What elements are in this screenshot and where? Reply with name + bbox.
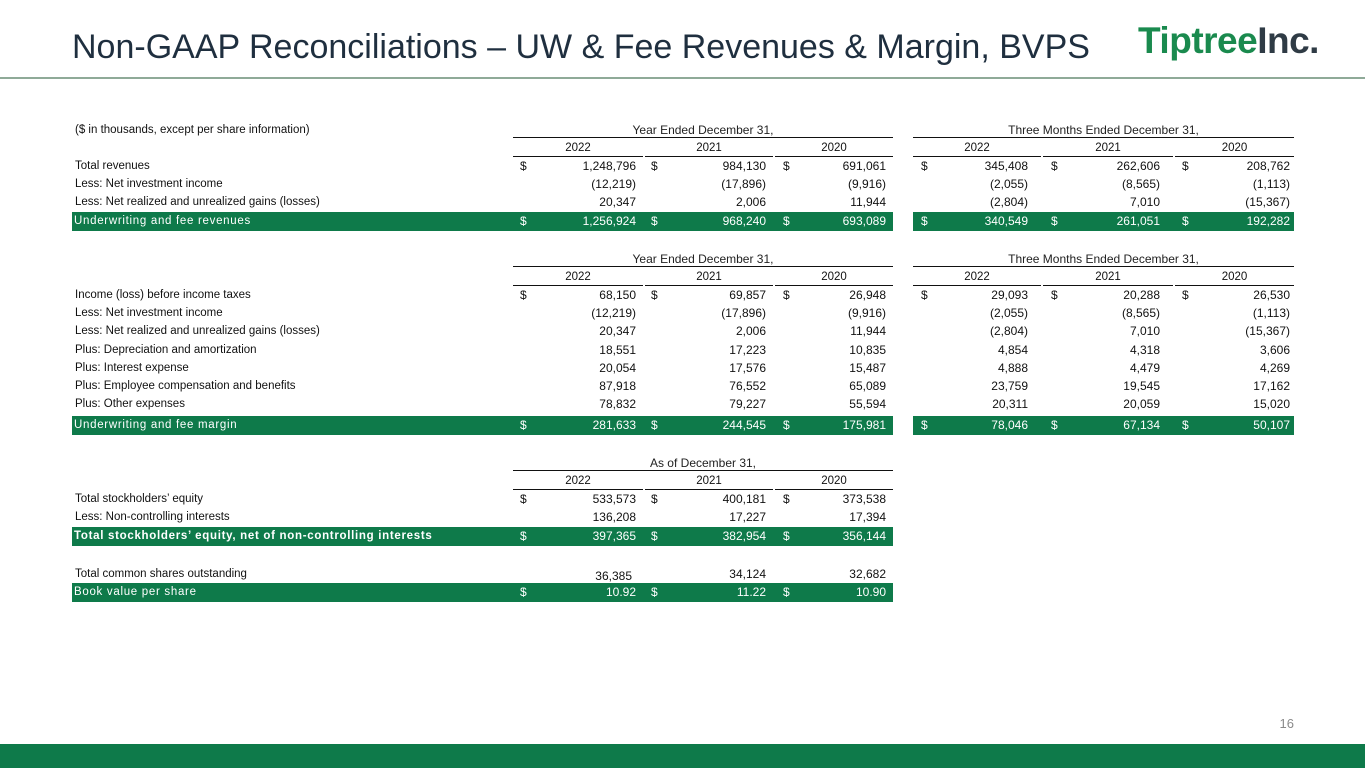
table2-dollar-sign: $: [1051, 288, 1058, 302]
table2-cell: 15,487: [849, 360, 886, 375]
table1-dollar-sign: $: [921, 159, 928, 173]
table2-cell: 68,150: [599, 288, 636, 302]
table1-year-line: [913, 156, 1041, 157]
table2-cell: 23,759: [991, 379, 1028, 393]
table2-cell: 20,347: [599, 324, 636, 339]
table2-cell: 7,010: [1129, 324, 1160, 339]
table1-dollar-sign: $: [1182, 159, 1189, 173]
table3-group-line-a: [513, 470, 893, 471]
table2-row-label: Plus: Employee compensation and benefits: [75, 380, 296, 392]
table1-group-line-b: [913, 137, 1294, 138]
table1-cell: (17,896): [721, 177, 766, 192]
table1-cell: (8,565): [1121, 177, 1160, 192]
table2-cell: 26,530: [1253, 288, 1290, 302]
table1-cell: 2,006: [735, 195, 766, 210]
table3-cell: 533,573: [592, 492, 636, 506]
table3-cell: 17,227: [729, 510, 766, 525]
table1-cell: (12,219): [591, 177, 636, 192]
table2-group-line-b: [913, 266, 1294, 267]
table2-cell: 87,918: [599, 379, 636, 393]
table2-dollar-sign: $: [520, 288, 527, 302]
table1-dollar-sign: $: [520, 159, 527, 173]
table1-cell: 1,248,796: [582, 159, 636, 173]
table3-dollar-sign: $: [520, 492, 527, 506]
table3-row-label: Total stockholders’ equity: [75, 493, 204, 505]
table3-group-header-a: As of December 31,: [649, 456, 757, 470]
table1-cell: (15,367): [1245, 195, 1290, 210]
table1-group-header-b: Three Months Ended December 31,: [1008, 123, 1199, 137]
table2-cell: (17,896): [721, 306, 766, 321]
table1-year-header: 2021: [696, 142, 722, 154]
table2-year-line: [775, 285, 893, 286]
table1-year-line: [1043, 156, 1173, 157]
table1-group-line-a: [513, 137, 893, 138]
table1-dollar-sign: $: [1051, 159, 1058, 173]
equity-net-band-cell: 356,144: [842, 529, 886, 543]
table1-cell: 984,130: [722, 159, 766, 173]
uw-fee-margin-band-dollar-sign: $: [1182, 418, 1189, 432]
uw-fee-margin-band-dollar-sign: $: [651, 418, 658, 432]
uw-fee-revenues-band-cell: 340,549: [984, 214, 1028, 228]
table2-row-label: Income (loss) before income taxes: [75, 289, 251, 301]
table2-year-header: 2022: [964, 271, 990, 283]
page-number: 16: [1279, 716, 1294, 731]
table3-shares-cell: 36,385: [595, 569, 632, 583]
table1-dollar-sign: $: [651, 159, 658, 173]
table2-year-line: [645, 285, 773, 286]
uw-fee-revenues-band-dollar-sign: $: [1182, 214, 1189, 228]
table2-cell: (9,916): [847, 306, 886, 321]
table2-cell: 76,552: [729, 379, 766, 393]
table2-group-line-a: [513, 266, 893, 267]
equity-net-band: [72, 527, 893, 546]
table2-cell: 4,479: [1129, 360, 1160, 375]
equity-net-band-label: Total stockholders’ equity, net of non-controlling interests: [74, 530, 433, 542]
table2-cell: (1,113): [1252, 306, 1290, 321]
table1-row-label: Less: Net investment income: [75, 178, 223, 191]
table2-row-label: Less: Net investment income: [75, 307, 223, 320]
uw-fee-revenues-band-cell: 968,240: [722, 214, 766, 228]
uw-fee-margin-band-cell: 175,981: [842, 418, 886, 432]
uw-fee-margin-band-cell: 281,633: [592, 418, 636, 432]
table1-year-header: 2022: [964, 142, 990, 154]
table1-cell: 262,606: [1116, 159, 1160, 173]
table2-cell: 20,054: [599, 360, 636, 375]
footer-bar: [0, 744, 1365, 768]
table2-dollar-sign: $: [1182, 288, 1189, 302]
table2-group-header-b: Three Months Ended December 31,: [1008, 252, 1199, 266]
uw-fee-margin-band-label: Underwriting and fee margin: [74, 419, 238, 431]
table3-cell: 373,538: [842, 492, 886, 506]
uw-fee-revenues-band-cell: 192,282: [1246, 214, 1290, 228]
units-note: ($ in thousands, except per share information): [75, 124, 310, 136]
table2-cell: 17,162: [1253, 379, 1290, 393]
table1-cell: (2,804): [989, 195, 1028, 210]
uw-fee-revenues-band-cell: 693,089: [842, 214, 886, 228]
table3-year-line: [513, 489, 643, 490]
table2-cell: 18,551: [599, 342, 636, 357]
uw-fee-revenues-band-cell: 1,256,924: [582, 214, 636, 228]
table3-cell: 136,208: [592, 510, 636, 525]
table3-shares-cell: 34,124: [729, 567, 766, 581]
logo-part-2: Inc.: [1257, 20, 1319, 61]
table1-cell: (1,113): [1252, 177, 1290, 192]
table2-year-line: [1175, 285, 1294, 286]
uw-fee-margin-band-cell: 244,545: [722, 418, 766, 432]
table2-cell: (8,565): [1121, 306, 1160, 321]
bvps-band-cell: 11.22: [736, 585, 766, 599]
page-title: Non-GAAP Reconciliations – UW & Fee Revenues & Margin, BVPS: [72, 28, 1090, 66]
uw-fee-margin-band-cell: 78,046: [991, 418, 1028, 432]
table2-year-line: [913, 285, 1041, 286]
equity-net-band-dollar-sign: $: [520, 529, 527, 543]
table1-year-header: 2020: [1221, 142, 1248, 154]
table1-cell: (9,916): [847, 177, 886, 192]
equity-net-band-cell: 397,365: [592, 529, 636, 543]
uw-fee-revenues-band-cell: 261,051: [1116, 214, 1160, 228]
table3-dollar-sign: $: [651, 492, 658, 506]
table2-cell: 69,857: [729, 288, 766, 302]
table3-year-header: 2021: [696, 475, 722, 487]
table1-cell: (2,055): [989, 177, 1028, 192]
table2-cell: 20,059: [1123, 397, 1160, 412]
uw-fee-revenues-band-dollar-sign: $: [651, 214, 658, 228]
table3-year-line: [645, 489, 773, 490]
table2-row-label: Plus: Interest expense: [75, 361, 189, 374]
table2-cell: 29,093: [991, 288, 1028, 302]
bvps-band-cell: 10.92: [605, 585, 636, 599]
uw-fee-revenues-band-label: Underwriting and fee revenues: [74, 215, 251, 227]
uw-fee-margin-band-dollar-sign: $: [1051, 418, 1058, 432]
table3-row-label: Less: Non-controlling interests: [75, 511, 230, 524]
uw-fee-margin-band: [72, 416, 1294, 435]
table1-cell: 345,408: [984, 159, 1028, 173]
table2-year-header: 2020: [821, 271, 847, 283]
equity-net-band-cell: 382,954: [722, 529, 766, 543]
table2-cell: 4,888: [997, 360, 1028, 375]
bvps-band-dollar-sign: $: [783, 585, 790, 599]
table2-row-label: Less: Net realized and unrealized gains (losses): [75, 325, 320, 338]
uw-fee-margin-band-dollar-sign: $: [520, 418, 527, 432]
table1-year-header: 2022: [565, 142, 591, 154]
uw-fee-revenues-band: [72, 212, 1294, 231]
table2-dollar-sign: $: [651, 288, 658, 302]
uw-fee-margin-band-gap: [893, 416, 913, 435]
uw-fee-revenues-band-dollar-sign: $: [783, 214, 790, 228]
uw-fee-margin-band-cell: 50,107: [1253, 418, 1290, 432]
table2-cell: (2,804): [989, 324, 1028, 339]
table2-year-header: 2021: [696, 271, 722, 283]
bvps-band: [72, 583, 893, 602]
logo-part-1: Tiptree: [1138, 20, 1258, 61]
table3-cell: 400,181: [722, 492, 766, 506]
table2-cell: 20,311: [992, 397, 1028, 412]
equity-net-band-dollar-sign: $: [651, 529, 658, 543]
table2-dollar-sign: $: [921, 288, 928, 302]
table2-year-header: 2021: [1095, 271, 1121, 283]
title-divider: [0, 77, 1365, 79]
table3-cell: 17,394: [849, 510, 886, 525]
table2-cell: 10,835: [849, 342, 886, 357]
bvps-band-label: Book value per share: [74, 586, 197, 598]
table2-dollar-sign: $: [783, 288, 790, 302]
table3-shares-label: Total common shares outstanding: [75, 568, 247, 580]
table2-cell: 11,944: [850, 324, 886, 339]
table1-year-line: [645, 156, 773, 157]
table2-cell: 3,606: [1259, 342, 1290, 357]
table2-cell: 65,089: [849, 379, 886, 393]
table3-shares-cell: 32,682: [849, 567, 886, 581]
table2-cell: 17,223: [729, 342, 766, 357]
table2-cell: 20,288: [1123, 288, 1160, 302]
table2-cell: 2,006: [735, 324, 766, 339]
table2-year-header: 2022: [565, 271, 591, 283]
table2-group-header-a: Year Ended December 31,: [632, 252, 774, 266]
table1-cell: 11,944: [850, 195, 886, 210]
bvps-band-dollar-sign: $: [651, 585, 658, 599]
company-logo: [1138, 20, 1319, 62]
table1-dollar-sign: $: [783, 159, 790, 173]
table2-cell: 4,854: [997, 342, 1028, 357]
table2-year-line: [1043, 285, 1173, 286]
table1-group-header-a: Year Ended December 31,: [632, 123, 774, 137]
table2-cell: (2,055): [989, 306, 1028, 321]
uw-fee-revenues-band-dollar-sign: $: [520, 214, 527, 228]
table1-row-label: Total revenues: [75, 160, 150, 172]
bvps-band-dollar-sign: $: [520, 585, 527, 599]
table1-year-line: [513, 156, 643, 157]
table2-cell: 17,576: [729, 360, 766, 375]
table3-year-line: [775, 489, 893, 490]
uw-fee-margin-band-dollar-sign: $: [783, 418, 790, 432]
table2-year-header: 2020: [1221, 271, 1248, 283]
uw-fee-margin-band-dollar-sign: $: [921, 418, 928, 432]
table3-year-header: 2020: [821, 475, 847, 487]
table2-cell: 19,545: [1123, 379, 1160, 393]
table1-cell: 7,010: [1129, 195, 1160, 210]
table1-cell: 208,762: [1246, 159, 1290, 173]
table2-cell: 79,227: [729, 397, 766, 412]
table1-row-label: Less: Net realized and unrealized gains (losses): [75, 196, 320, 209]
table2-row-label: Plus: Depreciation and amortization: [75, 343, 257, 356]
table2-cell: 55,594: [849, 397, 886, 412]
table2-year-line: [513, 285, 643, 286]
uw-fee-margin-band-cell: 67,134: [1123, 418, 1160, 432]
table2-cell: 26,948: [849, 288, 886, 302]
table1-year-header: 2021: [1095, 142, 1121, 154]
table2-row-label: Plus: Other expenses: [75, 398, 185, 411]
table2-cell: 4,269: [1259, 360, 1290, 375]
table2-cell: 4,318: [1129, 342, 1160, 357]
uw-fee-revenues-band-gap: [893, 212, 913, 231]
table1-year-line: [1175, 156, 1294, 157]
uw-fee-revenues-band-dollar-sign: $: [1051, 214, 1058, 228]
table2-cell: (12,219): [591, 306, 636, 321]
table1-cell: 691,061: [842, 159, 886, 173]
table2-cell: (15,367): [1245, 324, 1290, 339]
bvps-band-cell: 10.90: [855, 585, 886, 599]
table1-cell: 20,347: [599, 195, 636, 210]
table1-year-line: [775, 156, 893, 157]
equity-net-band-dollar-sign: $: [783, 529, 790, 543]
table3-dollar-sign: $: [783, 492, 790, 506]
uw-fee-revenues-band-dollar-sign: $: [921, 214, 928, 228]
table1-year-header: 2020: [821, 142, 847, 154]
table2-cell: 78,832: [599, 397, 636, 412]
table2-cell: 15,020: [1253, 397, 1290, 412]
table3-year-header: 2022: [565, 475, 591, 487]
